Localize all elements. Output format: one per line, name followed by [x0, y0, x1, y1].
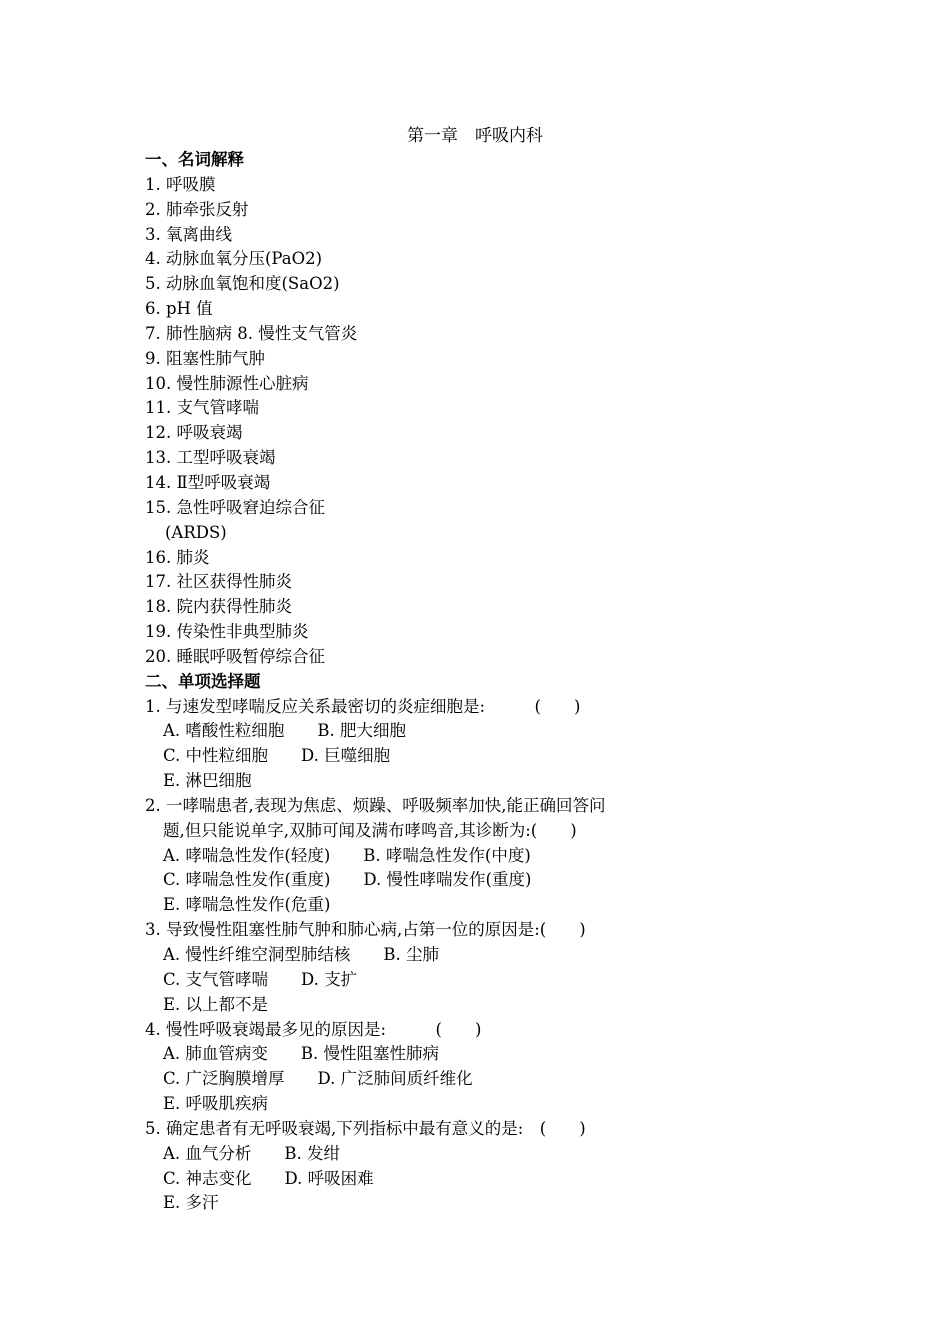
term-item: 1. 呼吸膜: [145, 174, 216, 194]
question-option: C. 哮喘急性发作(重度) D. 慢性哮喘发作(重度): [163, 870, 532, 890]
question-option: C. 神志变化 D. 呼吸困难: [163, 1168, 374, 1188]
question-option: E. 以上都不是: [163, 994, 269, 1014]
document-body: [145, 148, 865, 1216]
question-4: [145, 1018, 865, 1117]
question-stem-continuation: 题,但只能说单字,双肺可闻及满布哮鸣音,其诊断为:( ): [163, 820, 577, 840]
section-heading-definitions: 一、名词解释: [145, 150, 244, 169]
question-5: [145, 1117, 865, 1216]
term-item: 4. 动脉血氧分压(PaO2): [145, 249, 323, 269]
question-stem: 3. 导致慢性阻塞性肺气肿和肺心病,占第一位的原因是:( ): [145, 920, 586, 940]
question-option: C. 广泛胸膜增厚 D. 广泛肺间质纤维化: [163, 1069, 473, 1089]
term-item: 12. 呼吸衰竭: [145, 423, 243, 443]
question-stem: 2. 一哮喘患者,表现为焦虑、烦躁、呼吸频率加快,能正确回答问: [145, 795, 606, 815]
question-option: A. 血气分析 B. 发绀: [163, 1143, 341, 1163]
term-item: 17. 社区获得性肺炎: [145, 572, 292, 592]
term-item: 15. 急性呼吸窘迫综合征: [145, 497, 325, 517]
question-option: E. 多汗: [163, 1193, 219, 1213]
chapter-title: 第一章 呼吸内科: [407, 126, 543, 146]
term-item: 3. 氧离曲线: [145, 224, 232, 244]
question-option: A. 肺血管病变 B. 慢性阻塞性肺病: [163, 1044, 440, 1064]
term-item: 6. pH 值: [145, 299, 213, 319]
question-option: A. 嗜酸性粒细胞 B. 肥大细胞: [163, 721, 407, 741]
term-item: 20. 睡眠呼吸暂停综合征: [145, 646, 325, 666]
term-item: 19. 传染性非典型肺炎: [145, 622, 309, 642]
term-item: 14. Ⅱ型呼吸衰竭: [145, 472, 271, 492]
question-3: [145, 918, 865, 1017]
question-stem: 5. 确定患者有无呼吸衰竭,下列指标中最有意义的是: ( ): [145, 1118, 586, 1138]
term-item: 2. 肺牵张反射: [145, 199, 249, 219]
term-item: 9. 阻塞性肺气肿: [145, 348, 265, 368]
term-item: 7. 肺性脑病 8. 慢性支气管炎: [145, 323, 358, 343]
question-2: [145, 794, 865, 918]
term-item: 11. 支气管哮喘: [145, 398, 259, 418]
question-1: [145, 695, 865, 794]
term-item: 5. 动脉血氧饱和度(SaO2): [145, 274, 340, 294]
term-item: 16. 肺炎: [145, 547, 210, 567]
question-stem: 1. 与速发型哮喘反应关系最密切的炎症细胞是: ( ): [145, 696, 581, 716]
question-stem: 4. 慢性呼吸衰竭最多见的原因是: ( ): [145, 1019, 482, 1039]
question-option: E. 淋巴细胞: [163, 771, 252, 791]
question-option: E. 呼吸肌疾病: [163, 1094, 269, 1114]
question-option: E. 哮喘急性发作(危重): [163, 895, 331, 915]
term-list: [145, 173, 865, 670]
question-option: A. 慢性纤维空洞型肺结核 B. 尘肺: [163, 945, 440, 964]
term-item: 10. 慢性肺源性心脏病: [145, 373, 309, 393]
term-item: 13. 工型呼吸衰竭: [145, 448, 276, 468]
question-option: A. 哮喘急性发作(轻度) B. 哮喘急性发作(中度): [163, 845, 531, 865]
question-option: C. 支气管哮喘 D. 支扩: [163, 969, 358, 989]
term-item: 18. 院内获得性肺炎: [145, 597, 292, 617]
term-item-continuation: (ARDS): [165, 522, 227, 542]
question-option: C. 中性粒细胞 D. 巨噬细胞: [163, 746, 391, 766]
section-heading-single-choice: 二、单项选择题: [145, 671, 261, 691]
